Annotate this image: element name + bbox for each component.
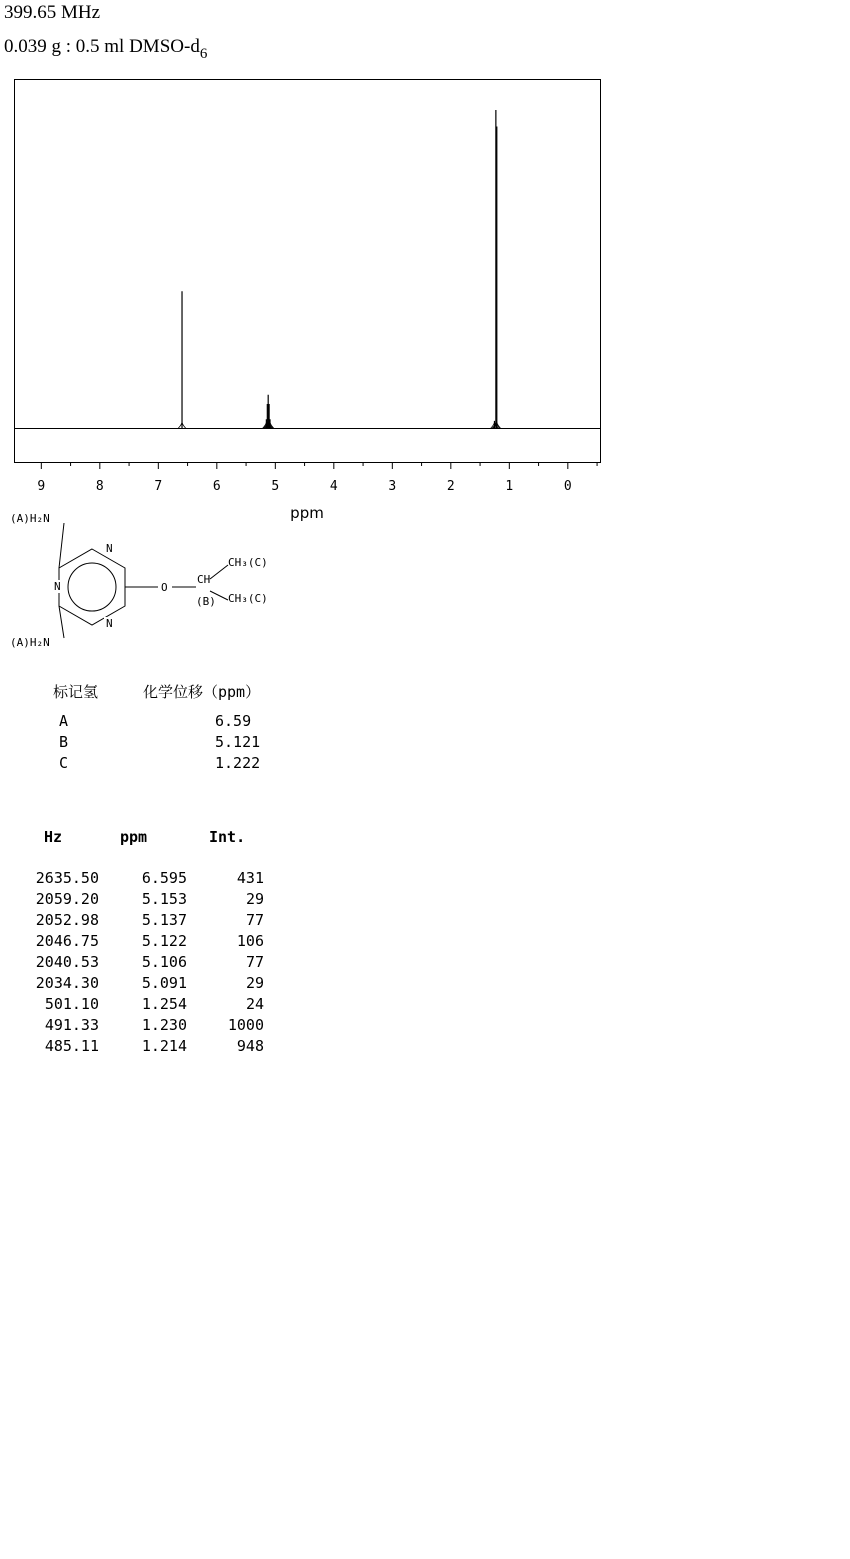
x-tick-label-2: 2 — [446, 479, 455, 494]
x-tick-label-9: 9 — [37, 479, 46, 494]
peak-table-cell-ppm: 1.214 — [141, 1037, 187, 1055]
peak-table-cell-hz: 501.10 — [44, 995, 99, 1013]
x-tick-label-6: 6 — [212, 479, 221, 494]
nmr-spectrum-chart — [0, 70, 620, 530]
peak-table-cell-int: 431 — [236, 869, 264, 887]
peak-table-cell-hz: 2040.53 — [35, 953, 99, 971]
peak-table-cell-ppm: 1.230 — [141, 1016, 187, 1034]
sample-description — [4, 36, 208, 62]
ring-n-top: N — [106, 542, 113, 555]
triazine-ring — [59, 549, 125, 625]
bond-nh2-bottom — [59, 606, 64, 638]
bond-ch-ch3-top — [210, 565, 228, 579]
x-tick-label-5: 5 — [271, 479, 280, 494]
peak-table-cell-hz: 491.33 — [44, 1016, 99, 1034]
sample-text: 0.039 g : 0.5 ml DMSO-d — [4, 36, 200, 57]
nh2-top-label: (A)H₂N — [10, 512, 50, 525]
peak-table-cell-ppm: 5.122 — [141, 932, 187, 950]
x-tick-label-8: 8 — [95, 479, 104, 494]
assignment-row-c-shift: 1.222 — [215, 754, 261, 772]
ch3-bottom-label: CH₃(C) — [228, 592, 268, 605]
sample-subscript: 6 — [199, 46, 208, 62]
assignment-row-b-shift: 5.121 — [215, 733, 261, 751]
peak-table-cell-hz: 2052.98 — [35, 911, 99, 929]
peak-table-header-ppm: ppm — [120, 828, 148, 846]
peak-table-cell-hz: 2059.20 — [35, 890, 99, 908]
peak-table-cell-int: 106 — [236, 932, 264, 950]
bond-nh2-top2 — [59, 523, 64, 568]
molecule-structure — [0, 505, 300, 655]
assignment-row-b-label: B — [59, 733, 69, 751]
assignment-row-c-label: C — [59, 754, 69, 772]
peak-table-cell-hz: 2635.50 — [35, 869, 99, 887]
nh2-bottom-label: (A)H₂N — [10, 636, 50, 649]
peak-table-header-hz: Hz — [44, 828, 63, 846]
spectrometer-frequency: 399.65 MHz — [4, 2, 101, 23]
peak-table-cell-ppm: 5.137 — [141, 911, 187, 929]
assignment-row-a-shift: 6.59 — [215, 712, 252, 730]
x-tick-label-4: 4 — [329, 479, 338, 494]
assignment-header-label: 标记氢 — [53, 683, 99, 701]
plot-frame — [15, 80, 601, 463]
x-axis-ticks — [41, 463, 597, 470]
x-axis-label: ppm — [290, 504, 324, 522]
x-tick-label-0: 0 — [563, 479, 572, 494]
peak-table-cell-int: 24 — [245, 995, 264, 1013]
peak-table-cell-ppm: 5.106 — [141, 953, 187, 971]
oxygen-label: O — [161, 581, 168, 594]
peak-table-cell-hz: 2034.30 — [35, 974, 99, 992]
ch3-top-label: CH₃(C) — [228, 556, 268, 569]
peak-table-cell-int: 29 — [245, 974, 264, 992]
x-tick-label-3: 3 — [388, 479, 397, 494]
peak-table-cell-ppm: 5.091 — [141, 974, 187, 992]
peak-table-cell-int: 29 — [245, 890, 264, 908]
x-axis-tick-labels — [37, 479, 571, 494]
peak-table-cell-int: 77 — [245, 953, 264, 971]
peak-table-header-int: Int. — [209, 828, 246, 846]
aromatic-circle — [68, 563, 116, 611]
peak-table-cell-hz: 485.11 — [44, 1037, 99, 1055]
assignment-row-a-label: A — [59, 712, 69, 730]
ring-n-left: N — [54, 580, 61, 593]
ring-n-bottom: N — [106, 617, 113, 630]
peak-table-cell-hz: 2046.75 — [35, 932, 99, 950]
peak-group — [178, 110, 501, 429]
peak-table-cell-int: 948 — [236, 1037, 264, 1055]
peak-table-cell-ppm: 6.595 — [141, 869, 187, 887]
assignment-header-shift: 化学位移（ppm） — [143, 683, 261, 701]
x-tick-label-7: 7 — [154, 479, 163, 494]
ch-label: CH — [197, 573, 211, 586]
peak-table-cell-ppm: 5.153 — [141, 890, 187, 908]
peak-table-cell-int: 1000 — [227, 1016, 264, 1034]
x-tick-label-1: 1 — [505, 479, 514, 494]
peak-table-cell-int: 77 — [245, 911, 264, 929]
peak-table-cell-ppm: 1.254 — [141, 995, 187, 1013]
b-label: (B) — [196, 595, 216, 608]
